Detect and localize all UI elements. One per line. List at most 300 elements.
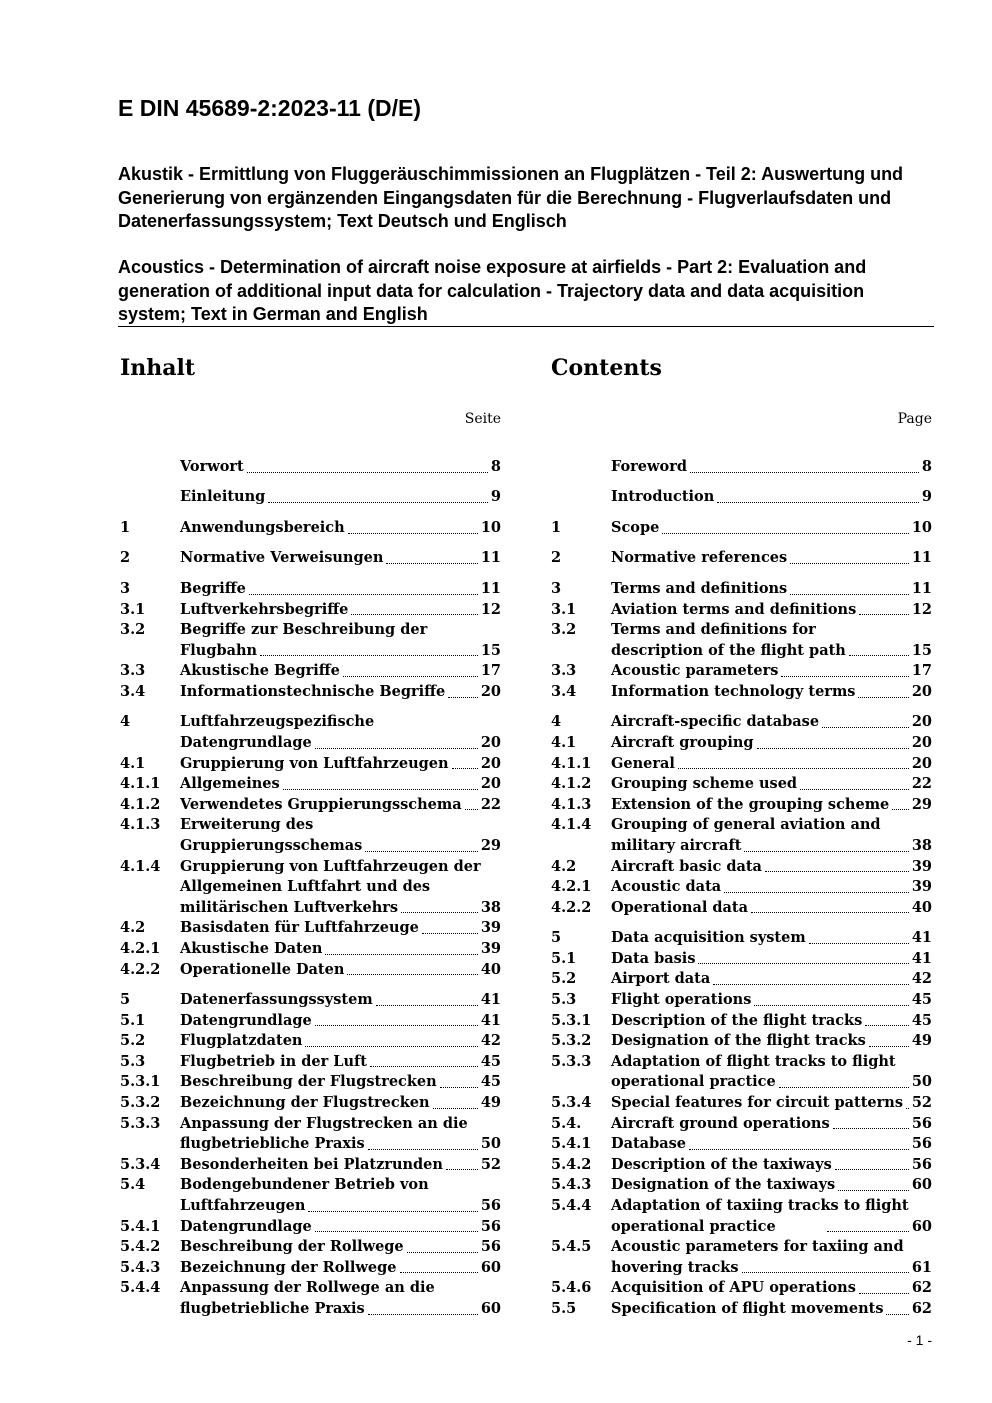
toc-leader-dots [833,1128,909,1129]
toc-entry[interactable] [120,1155,501,1176]
toc-leader-dots [790,594,909,595]
toc-entry-page: 39 [480,939,501,957]
toc-entry-number: 3.4 [120,682,146,700]
toc-entry[interactable] [120,918,501,939]
toc-entry[interactable] [120,620,501,661]
toc-entry[interactable] [120,457,501,478]
toc-entry-title: Specification of flight movements [611,1299,884,1317]
toc-entry-label [180,795,481,816]
toc-entry-page: 62 [911,1279,932,1297]
toc-entry[interactable] [120,795,501,816]
toc-entry-number: 3.3 [551,662,577,680]
toc-entry-title: Database [611,1135,686,1153]
toc-entry[interactable] [120,712,501,753]
toc-entry-page: 20 [480,682,501,700]
toc-entry-label [611,754,912,775]
toc-entry-page: 56 [480,1196,501,1214]
toc-entry-title: Datengrundlage [180,1217,312,1235]
toc-leader-dots [433,1108,478,1109]
toc-entry-number: 5.2 [551,970,577,988]
toc-entry-label [180,939,481,960]
toc-entry[interactable] [551,1114,932,1135]
toc-entry-page: 56 [911,1155,932,1173]
toc-entry-page: 50 [911,1073,932,1091]
title-english: Acoustics - Determination of aircraft noise exposure at airfields - Part 2: Evaluation and generation of additional input data for calculation - Trajectory data and data acquisition system; Text in German and English [118,257,867,324]
toc-entry-number: 5.5 [551,1299,577,1317]
toc-entry-page: 8 [490,458,501,475]
toc-entry-title: Akustische Begriffe [180,662,340,680]
toc-leader-dots [308,1211,477,1212]
toc-entry-page: 39 [480,919,501,937]
toc-entry-label [611,1114,912,1135]
toc-entry-label [611,795,912,816]
toc-entry-title: Introduction [611,488,715,506]
toc-entry-title: Anpassung der Flugstrecken an die flugbetriebliche Praxis [180,1114,468,1153]
toc-entry[interactable] [551,774,932,795]
toc-leader-dots [690,472,919,473]
toc-entry[interactable] [120,754,501,775]
toc-leader-dots [779,1087,909,1088]
toc-entry-label [611,969,912,990]
toc-leader-dots [305,1046,477,1047]
toc-entry-number: 5.4. [551,1114,582,1132]
toc-leader-dots [849,655,909,656]
toc-entry[interactable] [551,620,932,661]
toc-leader-dots [351,614,477,615]
toc-entry-number: 4.2.1 [551,878,592,896]
toc-entry-page: 60 [911,1217,932,1235]
toc-entry[interactable] [120,1258,501,1279]
toc-entry-title: Designation of the flight tracks [611,1032,866,1050]
toc-entry-title: Luftverkehrsbegriffe [180,600,349,618]
toc-entry[interactable] [551,949,932,970]
toc-entry[interactable] [551,1011,932,1032]
toc-leader-dots [751,912,909,913]
toc-leader-dots [892,809,909,810]
toc-entry[interactable] [551,857,932,878]
toc-entry-label [180,1217,481,1238]
toc-entry[interactable] [551,487,932,508]
toc-entry-label [611,1134,912,1155]
toc-entry-label [180,990,481,1011]
toc-entry[interactable] [120,1011,501,1032]
toc-entry-label [180,1237,481,1258]
toc-entry-label [180,1155,481,1176]
toc-entry-number: 5.4.5 [551,1238,592,1256]
toc-entry[interactable] [551,795,932,816]
toc-entry[interactable] [551,457,932,478]
toc-entry[interactable] [120,548,501,569]
toc-entry-title: Description of the taxiways [611,1155,832,1173]
toc-entry-label [611,898,912,919]
toc-leader-dots [315,1231,478,1232]
toc-leader-dots [717,502,919,503]
toc-entry[interactable] [120,682,501,703]
toc-entry-page: 11 [480,579,501,597]
toc-entry-number: 5.4.6 [551,1279,592,1297]
toc-entry-number: 4.1 [551,733,577,751]
toc-entry-page: 15 [911,641,932,659]
toc-entry-number: 5 [120,991,131,1008]
toc-entry-number: 5.4 [120,1176,146,1194]
toc-leader-dots [765,871,909,872]
toc-entry-number: 4.2.2 [551,898,592,916]
toc-entry[interactable] [551,518,932,539]
toc-entry-title: Anwendungsbereich [180,518,345,536]
toc-entry-number: 4.1.1 [120,775,161,793]
toc-entry-number: 5.3.3 [120,1114,161,1132]
toc-entry-page: 45 [480,1073,501,1091]
toc-entry[interactable] [551,754,932,775]
toc-entry-page: 56 [480,1238,501,1256]
toc-entry-page: 41 [480,991,501,1008]
toc-leader-dots [886,1314,908,1315]
toc-entry-title: Vorwort [180,458,244,475]
toc-entry-page: 10 [911,518,932,536]
toc-entry[interactable] [120,1217,501,1238]
toc-entry[interactable] [120,1278,501,1319]
toc-leader-dots [858,697,908,698]
toc-entry-title: Acoustic data [611,878,722,896]
toc-entry-title: Bezeichnung der Rollwege [180,1258,397,1276]
toc-entry[interactable] [120,1031,501,1052]
toc-entry-label [180,1093,481,1114]
toc-entry[interactable] [120,518,501,539]
toc-entry[interactable] [120,1052,501,1073]
toc-entry-title: Adaptation of flight tracks to flight operational practice [611,1052,896,1091]
toc-entry-label [611,600,912,621]
toc-entry-label [611,774,912,795]
toc-leader-dots [448,697,478,698]
toc-leader-dots [869,1046,909,1047]
toc-entry-label [180,579,481,600]
toc-leader-dots [742,1272,909,1273]
toc-entry-number: 5.3.3 [551,1052,592,1070]
toc-entry[interactable] [551,1237,932,1278]
toc-leader-dots [757,748,909,749]
toc-entry-number: 4.2.1 [120,939,161,957]
toc-entry-label [611,857,912,878]
toc-entry-title: Airport data [611,970,711,988]
toc-leader-dots [368,1314,478,1315]
toc-entry-label [611,1299,912,1320]
toc-entry-title: Acoustic parameters for taxiing and hovering tracks [611,1238,904,1276]
toc-entry-title: Data acquisition system [611,929,806,947]
toc-entry[interactable] [120,774,501,795]
toc-leader-dots [859,1293,909,1294]
toc-entry[interactable] [120,661,501,682]
toc-entry-page: 42 [480,1032,501,1050]
toc-entry[interactable] [551,733,932,754]
toc-entry[interactable] [120,1175,501,1216]
toc-entry[interactable] [551,1031,932,1052]
toc-entry[interactable] [551,1299,932,1320]
toc-entry-number: 4.1.2 [551,775,592,793]
toc-entry[interactable] [551,579,932,600]
toc-entry-label [611,661,912,682]
toc-entry[interactable] [120,579,501,600]
toc-entry-number: 5 [551,929,562,947]
toc-entry-title: Data basis [611,949,696,967]
toc-entry-title: Datenerfassungssystem [180,991,373,1008]
page-number: - 1 - [907,1332,932,1348]
toc-entry-title: Aviation terms and definitions [611,600,857,618]
toc-entry-label [611,682,912,703]
toc-entry-number: 4.1.3 [120,816,161,834]
toc-entry-title: Allgemeines [180,775,280,793]
toc-entry-title: Flight operations [611,991,752,1008]
toc-entry-page: 38 [911,836,932,854]
toc-leader-dots [678,768,909,769]
toc-leader-dots [325,954,477,955]
toc-entry-label [180,774,481,795]
toc-entry-title: Terms and definitions for description of the flight path [611,621,846,659]
toc-leader-dots [662,533,908,534]
toc-entry-page: 17 [480,662,501,680]
toc-entry[interactable] [551,898,932,919]
toc-entry-number: 5.3.1 [120,1073,161,1091]
toc-entry-label [611,457,922,478]
toc-entry-label [611,1011,912,1032]
toc-entry-page: 22 [911,775,932,793]
toc-entry-title: Begriffe zur Beschreibung der Flugbahn [180,621,428,659]
toc-entry-title: Beschreibung der Rollwege [180,1238,404,1256]
toc-leader-dots [249,594,478,595]
toc-entry-label [180,918,481,939]
toc-leader-dots [835,1169,909,1170]
document-id: E DIN 45689-2:2023-11 (D/E) [118,95,421,121]
toc-entry-number: 3 [551,579,562,597]
toc-leader-dots [315,1025,478,1026]
toc-leader-dots [906,1108,909,1109]
toc-entry-page: 8 [921,458,932,475]
toc-entry-number: 4 [551,713,562,731]
toc-entry-title: Description of the flight tracks [611,1011,863,1029]
toc-entry-page: 52 [911,1093,932,1111]
toc-leader-dots [800,789,909,790]
toc-entry-page: 56 [480,1217,501,1235]
toc-entry[interactable] [551,1052,932,1093]
toc-entry-label [611,990,912,1011]
toc-entry-label [180,457,491,478]
toc-entry-number: 5.4.3 [120,1258,161,1276]
toc-leader-dots [724,892,909,893]
toc-entry[interactable] [551,1093,932,1114]
toc-entry-label [180,600,481,621]
toc-entry[interactable] [120,990,501,1011]
toc-entry-page: 62 [911,1299,932,1317]
toc-entry[interactable] [551,928,932,949]
toc-entry[interactable] [551,877,932,898]
toc-entry-label [611,487,922,508]
toc-entry-title: Foreword [611,458,687,475]
toc-entry-label [180,1011,481,1032]
toc-entry[interactable] [551,969,932,990]
toc-entry-title: Aircraft basic data [611,857,762,875]
toc-entry[interactable] [120,960,501,981]
toc-leader-dots [859,614,909,615]
toc-english-heading: Contents [551,355,662,381]
toc-entry-label [180,1031,481,1052]
toc-entry-page: 52 [480,1155,501,1173]
toc-leader-dots [465,809,478,810]
toc-entry[interactable] [120,857,501,919]
toc-entry-page: 45 [480,1052,501,1070]
toc-entry-number: 4.1.1 [551,754,592,772]
toc-leader-dots [260,655,478,656]
toc-english-page-label: Page [897,411,932,427]
toc-leader-dots [348,533,478,534]
toc-entry-number: 3.1 [551,600,577,618]
toc-entry-page: 49 [480,1093,501,1111]
toc-entry[interactable] [120,1093,501,1114]
toc-entry-page: 45 [911,991,932,1008]
toc-entry-page: 45 [911,1011,932,1029]
toc-entry-number: 5.2 [120,1032,146,1050]
toc-entry-title: Beschreibung der Flugstrecken [180,1073,437,1091]
toc-entry-page: 20 [480,754,501,772]
toc-entry[interactable] [551,682,932,703]
toc-leader-dots [827,1231,909,1232]
toc-entry-label [611,712,912,733]
toc-entry-number: 5.3.4 [120,1155,161,1173]
toc-entry-title: Gruppierung von Luftfahrzeugen der Allgemeinen Luftfahrt und des militärischen Luftverkehrs [180,857,481,916]
toc-entry-number: 4.2 [551,857,577,875]
title-german: Akustik - Ermittlung von Fluggeräuschimmissionen an Flugplätzen - Teil 2: Auswertung und Generierung von ergänzenden Eingangsdaten für die Berechnung - Flugverlaufsdaten und Datenerfassungssystem; Text Deutsch und Englisch [118,164,904,231]
toc-entry-label [180,487,491,508]
toc-leader-dots [744,851,908,852]
toc-entry-number: 4.1.2 [120,795,161,813]
toc-entry-number: 3.2 [120,621,146,639]
toc-entry-page: 56 [911,1114,932,1132]
toc-entry-title: Scope [611,518,660,536]
toc-entry-title: Aircraft-specific database [611,713,820,731]
toc-entry-page: 60 [480,1258,501,1276]
toc-entry-page: 60 [480,1299,501,1317]
toc-entry[interactable] [120,1072,501,1093]
toc-entry-title: Aircraft grouping [611,733,754,751]
toc-entry-page: 20 [911,754,932,772]
toc-entry-page: 39 [911,878,932,896]
toc-entry-number: 3.2 [551,621,577,639]
toc-entry-number: 5.3 [551,991,577,1008]
toc-entry-label [180,661,481,682]
toc-entry-page: 11 [911,549,932,567]
toc-german-page-label: Seite [464,411,501,427]
toc-entry-page: 50 [480,1135,501,1153]
toc-entry[interactable] [120,1237,501,1258]
toc-leader-dots [781,676,908,677]
toc-entry-page: 29 [911,795,932,813]
toc-entry[interactable] [551,990,932,1011]
toc-entry[interactable] [551,815,932,856]
toc-entry[interactable] [120,600,501,621]
toc-entry[interactable] [120,815,501,856]
toc-entry-number: 5.4.4 [120,1279,161,1297]
toc-entry-page: 20 [911,682,932,700]
toc-german-list [120,457,501,1320]
toc-entry-page: 9 [490,488,501,506]
toc-entry-title: Operationelle Daten [180,960,345,978]
toc-entry-page: 40 [911,898,932,916]
toc-entry[interactable] [120,487,501,508]
toc-entry-number: 5.3.4 [551,1093,592,1111]
toc-entry[interactable] [551,1175,932,1196]
toc-entry-number: 5.3.1 [551,1011,592,1029]
toc-leader-dots [809,943,909,944]
toc-leader-dots [347,974,477,975]
toc-entry[interactable] [551,1155,932,1176]
toc-entry-label [611,1278,912,1299]
toc-entry-title: Besonderheiten bei Platzrunden [180,1155,443,1173]
toc-entry-number: 5.3.2 [551,1032,592,1050]
toc-leader-dots [713,984,909,985]
title-divider [118,326,934,327]
toc-entry-page: 61 [911,1258,932,1276]
toc-entry-page: 41 [911,929,932,947]
toc-entry-page: 42 [911,970,932,988]
toc-entry-number: 5.4.1 [551,1135,592,1153]
toc-leader-dots [407,1252,478,1253]
toc-leader-dots [400,1272,478,1273]
toc-entry-label [180,960,481,981]
toc-entry-title: Basisdaten für Luftfahrzeuge [180,919,419,937]
toc-entry-label [611,579,912,600]
toc-entry-title: Acoustic parameters [611,662,779,680]
toc-entry[interactable] [551,1196,932,1237]
toc-entry-number: 4.2 [120,919,146,937]
toc-english-list [551,457,932,1320]
toc-entry-page: 9 [921,488,932,506]
toc-entry-page: 20 [480,775,501,793]
toc-leader-dots [838,1190,909,1191]
toc-entry-label [611,733,912,754]
toc-entry[interactable] [120,939,501,960]
toc-entry-page: 17 [911,662,932,680]
toc-entry[interactable] [551,1134,932,1155]
toc-entry[interactable] [551,661,932,682]
toc-leader-dots [386,563,477,564]
toc-entry-title: Designation of the taxiways [611,1176,836,1194]
toc-entry-page: 41 [480,1011,501,1029]
toc-entry-title: Normative references [611,549,788,567]
toc-leader-dots [401,912,478,913]
toc-entry-label [611,928,912,949]
toc-leader-dots [452,768,478,769]
toc-entry-title: Acquisition of APU operations [611,1279,856,1297]
toc-entry-title: Extension of the grouping scheme [611,795,890,813]
toc-entry-number: 5.3.2 [120,1093,161,1111]
toc-entry[interactable] [551,1278,932,1299]
toc-entry-label [180,754,481,775]
toc-entry[interactable] [551,600,932,621]
toc-entry-label [611,1093,912,1114]
toc-leader-dots [689,1149,909,1150]
toc-entry-number: 5.4.4 [551,1196,592,1214]
toc-entry[interactable] [120,1114,501,1155]
toc-leader-dots [368,1149,478,1150]
toc-entry-label [180,1258,481,1279]
toc-entry-title: Adaptation of taxiing tracks to flight operational practice [611,1196,909,1235]
toc-entry[interactable] [551,712,932,733]
toc-entry-title: Flugbetrieb in der Luft [180,1052,367,1070]
toc-entry-label [180,857,481,919]
toc-entry-page: 11 [480,549,501,567]
toc-entry-number: 3.4 [551,682,577,700]
toc-entry[interactable] [551,548,932,569]
toc-entry-label [180,518,481,539]
toc-entry-label [611,1155,912,1176]
